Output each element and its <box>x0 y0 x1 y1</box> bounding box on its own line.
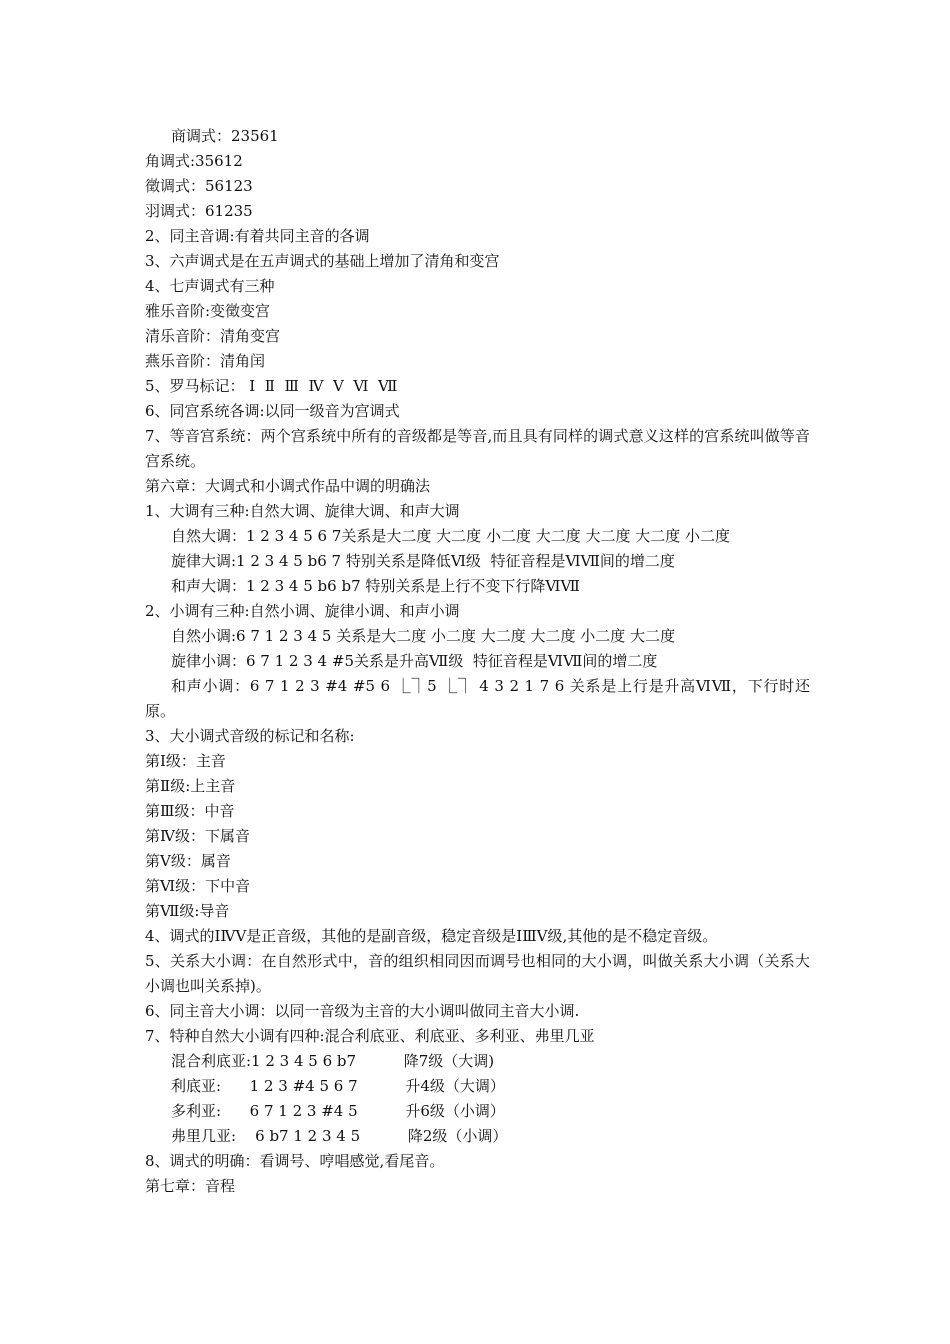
text-line: 第Ⅶ级:导音 <box>145 902 230 920</box>
text-line: 弗里几亚: 6 b7 1 2 3 4 5 降2级（小调） <box>171 1127 508 1145</box>
text-line: 徵调式：56123 <box>145 177 253 195</box>
text-line: 羽调式：61235 <box>145 202 253 220</box>
document-body <box>145 124 810 1199</box>
text-line: 5、罗马标记： Ⅰ Ⅱ Ⅲ Ⅳ Ⅴ Ⅵ Ⅶ <box>145 377 398 395</box>
text-line: 4、七声调式有三种 <box>145 277 275 295</box>
text-line: 3、大小调式音级的标记和名称: <box>145 727 355 745</box>
text-line: 2、小调有三种:自然小调、旋律小调、和声小调 <box>145 602 460 620</box>
text-line: 角调式:35612 <box>145 152 243 170</box>
text-line: 燕乐音阶：清角闰 <box>145 352 266 370</box>
text-line: 第Ⅵ级：下中音 <box>145 877 251 895</box>
text-line: 6、同宫系统各调:以同一级音为宫调式 <box>145 402 400 420</box>
text-line: 3、六声调式是在五声调式的基础上增加了清角和变宫 <box>145 252 500 270</box>
text-line: 第Ⅳ级：下属音 <box>145 827 250 845</box>
text-line: 商调式：23561 <box>171 127 279 145</box>
text-line: 雅乐音阶:变徵变宫 <box>145 302 271 320</box>
text-line: 多利亚: 6 7 1 2 3 #4 5 升6级（小调） <box>171 1102 505 1120</box>
text-line: 8、调式的明确：看调号、哼唱感觉,看尾音。 <box>145 1152 445 1170</box>
text-line: 旋律大调:1 2 3 4 5 b6 7 特别关系是降低Ⅵ级 特征音程是ⅥⅦ间的增二度 <box>171 552 675 570</box>
text-line: 第Ⅲ级：中音 <box>145 802 235 820</box>
text-line: 1、大调有三种:自然大调、旋律大调、和声大调 <box>145 502 460 520</box>
text-line: 第六章：大调式和小调式作品中调的明确法 <box>145 477 431 495</box>
text-line: 5、关系大小调：在自然形式中，音的组织相同因而调号也相同的大小调，叫做关系大小调（关系大小调也叫关系掉)。 <box>145 952 810 995</box>
text-line: 利底亚: 1 2 3 #4 5 6 7 升4级（大调） <box>171 1077 505 1095</box>
text-line: 和声小调：6 7 1 2 3 #4 #5 6 ⎿⏋5 ⎿⏋ 4 3 2 1 7 6 关系是上行是升高ⅥⅦ，下行时还原。 <box>145 677 810 720</box>
text-line: 第七章：音程 <box>145 1177 236 1195</box>
text-line: 旋律小调：6 7 1 2 3 4 #5关系是升高Ⅶ级 特征音程是ⅥⅦ间的增二度 <box>171 652 658 670</box>
text-line: 第Ⅱ级:上主音 <box>145 777 236 795</box>
text-line: 2、同主音调:有着共同主音的各调 <box>145 227 370 245</box>
text-line: 第Ⅴ级：属音 <box>145 852 231 870</box>
text-line: 和声大调：1 2 3 4 5 b6 b7 特别关系是上行不变下行降ⅥⅦ <box>171 577 580 595</box>
text-line: 7、等音宫系统：两个宫系统中所有的音级都是等音,而且具有同样的调式意义这样的宫系统叫做等音宫系统。 <box>145 427 810 470</box>
text-line: 清乐音阶：清角变宫 <box>145 327 281 345</box>
text-line: 自然小调:6 7 1 2 3 4 5 关系是大二度 小二度 大二度 大二度 小二度 大二度 <box>171 627 676 645</box>
text-line: 4、调式的ⅠⅣⅤ是正音级，其他的是副音级，稳定音级是ⅠⅢⅤ级,其他的是不稳定音级。 <box>145 927 718 945</box>
text-line: 7、特种自然大小调有四种:混合利底亚、利底亚、多利亚、弗里几亚 <box>145 1027 595 1045</box>
text-line: 混合利底亚:1 2 3 4 5 6 b7 降7级（大调) <box>171 1052 495 1070</box>
text-line: 自然大调：1 2 3 4 5 6 7关系是大二度 大二度 小二度 大二度 大二度 大二度 小二度 <box>171 527 731 545</box>
text-line: 第Ⅰ级：主音 <box>145 752 226 770</box>
text-line: 6、同主音大小调：以同一音级为主音的大小调叫做同主音大小调. <box>145 1002 580 1020</box>
